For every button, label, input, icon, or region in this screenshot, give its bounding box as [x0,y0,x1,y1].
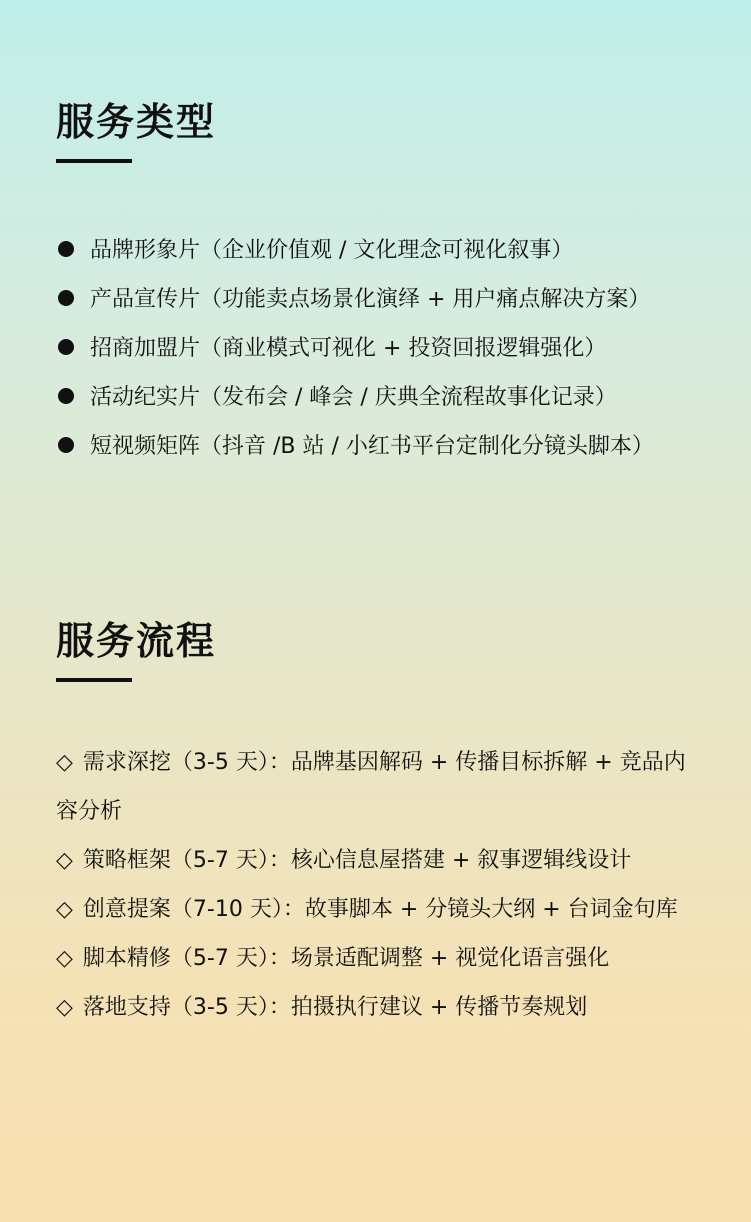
bullet-dot-icon [58,339,74,355]
diamond-icon: ◇ [56,995,73,1020]
diamond-icon: ◇ [56,897,73,922]
diamond-icon: ◇ [56,946,73,971]
list-item-text: 品牌形象片（企业价值观 / 文化理念可视化叙事） [90,238,574,263]
bullet-dot-icon [58,241,74,257]
process-step [56,934,701,983]
list-item-text: 产品宣传片（功能卖点场景化演绎 + 用户痛点解决方案） [90,287,651,312]
diamond-icon: ◇ [56,750,73,775]
title-underline [56,159,132,163]
list-item [58,420,728,469]
list-item-text: 招商加盟片（商业模式可视化 + 投资回报逻辑强化） [90,336,607,361]
bullet-dot-icon [58,437,74,453]
process-step [56,836,701,885]
service-process-list [56,738,701,1032]
list-item [58,322,728,371]
bullet-dot-icon [58,290,74,306]
process-step [56,885,701,934]
bullet-dot-icon [58,388,74,404]
process-step-text: 创意提案（7-10 天）：故事脚本 + 分镜头大纲 + 台词金句库 [82,897,678,922]
process-step-text: 落地支持（3-5 天）：拍摄执行建议 + 传播节奏规划 [82,995,588,1020]
process-step [56,983,701,1032]
list-item [58,224,728,273]
service-process-title: 服务流程 [56,619,217,663]
list-item-text: 短视频矩阵（抖音 /B 站 / 小红书平台定制化分镜头脚本） [90,434,654,459]
process-step-text: 需求深挖（3-5 天）：品牌基因解码 + 传播目标拆解 + 竞品内容分析 [56,750,686,824]
process-step [56,738,701,836]
process-step-text: 脚本精修（5-7 天）：场景适配调整 + 视觉化语言强化 [82,946,610,971]
process-step-text: 策略框架（5-7 天）：核心信息屋搭建 + 叙事逻辑线设计 [82,848,632,873]
list-item [58,371,728,420]
list-item [58,273,728,322]
service-types-title: 服务类型 [56,100,217,144]
diamond-icon: ◇ [56,848,73,873]
list-item-text: 活动纪实片（发布会 / 峰会 / 庆典全流程故事化记录） [90,385,617,410]
service-types-list [58,224,728,469]
title-underline [56,678,132,682]
